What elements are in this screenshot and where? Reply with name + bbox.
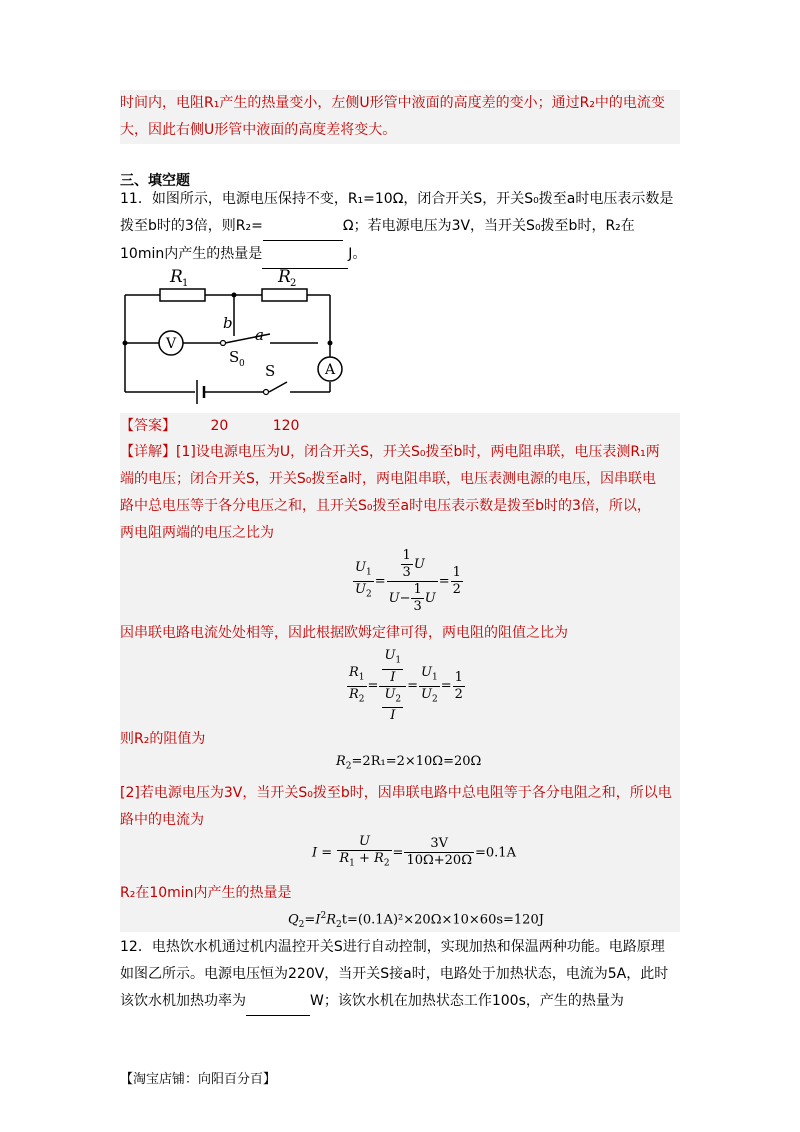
equation-text: =2R₁=2×10Ω=20Ω [351, 754, 482, 769]
text-line: 11．如图所示，电源电压保持不变，R₁=10Ω，闭合开关S，开关S₀拨至a时电压表示数是 [120, 191, 674, 207]
equation-r2-value: $R_2=2R_1=2\times 10\Omega=20\Omega$ [336, 754, 482, 772]
r1-subscript: 1 [182, 278, 189, 289]
equation-resistance-ratio: $\frac{R_1}{R_2}$ = $\frac{\frac{U_1}{I}}{\frac{U_2}{I}}$ = $\frac{U_1}{U_2}$ = $\frac{1}{2}$ [349, 648, 463, 724]
equation-numerator: 3V [404, 836, 474, 853]
explanation-text-5 [120, 880, 680, 907]
continued-explanation [120, 90, 680, 144]
switch-s0-label: S [229, 348, 240, 366]
resistor-r2 [262, 289, 307, 301]
text-segment: J。 [348, 246, 367, 262]
text-line [120, 988, 680, 1016]
explanation-text-2 [120, 620, 680, 647]
text-segment: 拨至b时的3倍，则R₂= [120, 218, 263, 234]
text-line: 如图乙所示。电源电压恒为220V，当开关S接a时，电路处于加热状态，电流为5A，此时 [120, 966, 669, 982]
switch-s-label: S [265, 362, 276, 380]
text-line: 12．电热饮水机通过机内温控开关S进行自动控制，实现加热和保温两种功能。电路原理 [120, 939, 665, 955]
text-line: [2]若电源电压为3V，当开关S₀拨至b时，因串联电路中总电阻等于各分电阻之和，所以电 [120, 785, 672, 801]
answer-line [120, 413, 680, 440]
resistor-r1 [160, 289, 205, 301]
equation-voltage-ratio: $\frac{U_1}{U_2}$ = $\frac{1}{3}$ U U− $\frac{1}{3}$ U = $\frac{1}{2}$ [355, 548, 461, 614]
section-heading-text: 三、填空题 [120, 173, 190, 189]
explanation-text-3 [120, 726, 680, 753]
text-segment: 该饮水机加热功率为 [120, 993, 246, 1009]
text-segment: Ω；若电源电压为3V，当开关S₀拨至b时，R₂在 [342, 218, 635, 234]
answer-label: 【答案】 [120, 418, 176, 434]
text-line: 路中总电压等于各分电压之和，且开关S₀拨至a时电压表示数是拨至b时的3倍，所以， [120, 498, 651, 514]
voltmeter-label: V [165, 336, 177, 352]
explanation-text-4 [120, 780, 680, 834]
text-line: 【详解】[1]设电源电压为U，闭合开关S，开关S₀拨至b时，两电阻串联，电压表测R₁两 [120, 444, 660, 460]
equation-result: =0.1A [475, 845, 516, 861]
page-footer: 【淘宝店铺：向阳百分百】 [120, 1072, 277, 1087]
answer-blank[interactable] [263, 213, 343, 241]
answer-blank[interactable] [246, 988, 310, 1016]
text-line: 端的电压；闭合开关S，开关S₀拨至a时，两电阻串联，电压表测电源的电压，因串联电 [120, 471, 656, 487]
text-segment: W；该饮水机在加热状态工作100s，产生的热量为 [310, 993, 624, 1009]
node-b-label: b [223, 314, 233, 332]
equation-text: t=(0.1A)²×20Ω×10×60s=120J [341, 912, 544, 928]
text-line: 则R₂的阻值为 [120, 731, 206, 747]
text-line: 两电阻两端的电压之比为 [120, 525, 274, 541]
text-line: 时间内，电阻R₁产生的热量变小，左侧U形管中液面的高度差的变小；通过R₂中的电流变 [120, 95, 665, 111]
r2-subscript: 2 [290, 278, 297, 289]
equation-denominator: 10Ω+20Ω [406, 853, 472, 869]
text-segment: 10min内产生的热量是 [120, 246, 263, 262]
question-12 [120, 934, 680, 1016]
text-line [120, 213, 680, 241]
r1-label: R [170, 267, 183, 287]
explanation-text-1 [120, 439, 680, 547]
question-11 [120, 186, 680, 269]
equation-heat: $Q_2=I^2R_2t=(0.1A)^2\times 20\Omega\times 10\times 60s=120J$ [288, 911, 544, 930]
answer-value-1: 20 [210, 418, 229, 434]
text-line: R₂在10min内产生的热量是 [120, 885, 292, 901]
text-line: 因串联电路电流处处相等，因此根据欧姆定律可得，两电阻的阻值之比为 [120, 625, 568, 641]
answer-value-2: 120 [272, 418, 300, 434]
switch-s0-subscript: 0 [239, 359, 245, 369]
r2-label: R [278, 267, 291, 287]
text-line: 路中的电流为 [120, 812, 204, 828]
equation-current: I = $\frac{U}{R_1 + R_2}$ = $\frac{3V}{10\Omega+20\Omega}$ =0.1A [312, 834, 516, 869]
node-a-label: a [255, 326, 264, 344]
circuit-diagram [115, 262, 355, 412]
text-line: 大，因此右侧U形管中液面的高度差将变大。 [120, 122, 397, 138]
ammeter-label: A [324, 362, 336, 378]
